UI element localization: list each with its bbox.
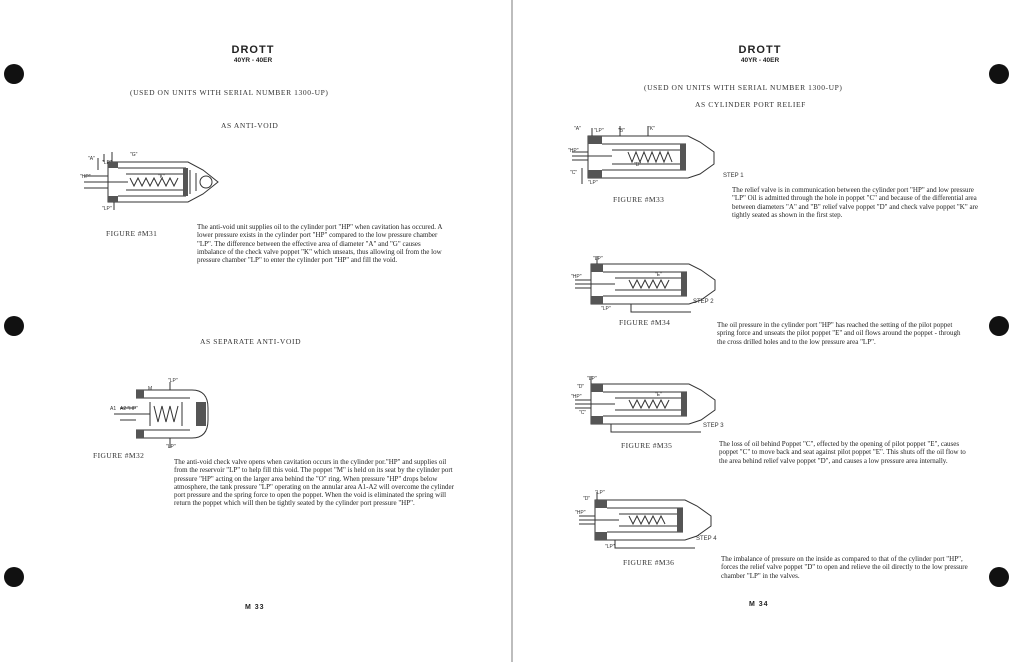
serial-note: (USED ON UNITS WITH SERIAL NUMBER 1300-UP) xyxy=(130,88,329,97)
svg-text:"C": "C" xyxy=(570,170,578,176)
figure-m32-label: FIGURE #M32 xyxy=(93,451,145,460)
figure-m32-diagram xyxy=(110,378,220,450)
figure-m33-step: STEP 1 xyxy=(723,173,744,179)
svg-text:"LP": "LP" xyxy=(588,180,598,186)
figure-m33-description: The relief valve is in communication between the cylinder port "HP" and low pressure "LP" Oil is admitted through the hole in poppet "C" and because of the differential area between diameters "A" and "B" relief valve poppet "D" and check valve poppet "K" are tightly seated as shown in the first step. xyxy=(732,186,978,219)
section-heading-anti-void: AS ANTI-VOID xyxy=(221,121,279,130)
svg-text:"B": "B" xyxy=(618,128,625,134)
figure-m33-diagram xyxy=(568,122,728,190)
figure-m34-step: STEP 2 xyxy=(693,299,714,305)
svg-text:"HP": "HP" xyxy=(575,510,586,516)
model-subtitle: 40YR - 40ER xyxy=(740,57,780,64)
svg-text:A1: A1 xyxy=(110,406,117,412)
binder-hole-bottom xyxy=(4,567,24,587)
svg-text:"HP": "HP" xyxy=(80,174,91,180)
brand-title: DROTT xyxy=(738,44,782,56)
figure-m36-step: STEP 4 xyxy=(696,536,717,542)
binder-hole-top xyxy=(989,64,1009,84)
svg-text:"LP": "LP" xyxy=(605,544,615,550)
section-heading-separate-anti-void: AS SEPARATE ANTI-VOID xyxy=(200,337,302,346)
svg-text:A2 "HP": A2 "HP" xyxy=(120,406,139,412)
svg-text:"K": "K" xyxy=(648,126,655,132)
svg-text:"E": "E" xyxy=(655,392,662,398)
figure-m35-description: The loss of oil behind Poppet "C", effected by the opening of pilot poppet "E", causes poppet "C" to move back and seat against pilot poppet "E". This shuts off the oil flow to the area behind relief valve poppet "D", and causes a low pressure area internally. xyxy=(719,440,966,465)
left-manual-page xyxy=(0,0,511,662)
figure-m31-description: The anti-void unit supplies oil to the cylinder port "HP" when cavitation has occured. A lower pressure exists in the cylinder port "HP" compared to the low pressure chamber "LP". The difference between the effective area of diameter "A" and "G" causes imbalance of the check valve poppet "K" which unseats, thus allowing oil from the low pressure chamber "LP" to enter the cylinder port "HP" and fill the void. xyxy=(197,223,443,265)
svg-text:"K": "K" xyxy=(158,174,165,180)
page-number: M 33 xyxy=(245,604,265,611)
page-number: M 34 xyxy=(749,601,769,608)
svg-text:"E": "E" xyxy=(655,272,662,278)
svg-text:"D": "D" xyxy=(634,162,642,168)
binder-hole-bottom xyxy=(989,567,1009,587)
brand-title: DROTT xyxy=(231,44,275,56)
svg-text:"LP": "LP" xyxy=(102,160,112,166)
svg-text:"LP": "LP" xyxy=(595,490,605,496)
svg-text:"LP": "LP" xyxy=(593,256,603,262)
svg-text:M: M xyxy=(148,386,153,392)
model-subtitle: 40YR - 40ER xyxy=(233,57,273,64)
section-heading-cylinder-port-relief: AS CYLINDER PORT RELIEF xyxy=(695,100,806,109)
right-manual-page xyxy=(513,0,1024,662)
svg-text:"D": "D" xyxy=(583,496,591,502)
svg-text:"G": "G" xyxy=(130,152,138,158)
figure-m34-description: The oil pressure in the cylinder port "HP" has reached the setting of the pilot poppet spring force and unseats the pilot poppet "E" and oil flows around the poppet - through the cross drilled holes and to the low pressure area "LP". xyxy=(717,321,961,346)
svg-text:"LP": "LP" xyxy=(102,206,112,212)
figure-m33-label: FIGURE #M33 xyxy=(613,195,665,204)
svg-text:"LP": "LP" xyxy=(168,378,178,384)
figure-m35-label: FIGURE #M35 xyxy=(621,441,673,450)
figure-m36-description: The imbalance of pressure on the inside as compared to that of the cylinder port "HP", forces the relief valve poppet "D" to open and relieve the oil directly to the low pressure chamber "LP" in the valves. xyxy=(721,555,968,580)
binder-hole-top xyxy=(4,64,24,84)
svg-text:"D": "D" xyxy=(577,384,585,390)
svg-text:"HP": "HP" xyxy=(571,394,582,400)
svg-text:"LP": "LP" xyxy=(166,444,176,450)
svg-text:"A": "A" xyxy=(88,156,95,162)
svg-text:"C": "C" xyxy=(579,410,587,416)
figure-m36-diagram xyxy=(575,490,725,552)
svg-text:"HP": "HP" xyxy=(568,148,579,154)
svg-text:"HP": "HP" xyxy=(571,274,582,280)
figure-m31-diagram xyxy=(78,148,228,216)
figure-m31-label: FIGURE #M31 xyxy=(106,229,158,238)
svg-text:"A": "A" xyxy=(574,126,581,132)
svg-text:"LP": "LP" xyxy=(594,128,604,134)
serial-note: (USED ON UNITS WITH SERIAL NUMBER 1300-UP) xyxy=(644,83,843,92)
binder-hole-middle xyxy=(4,316,24,336)
figure-m32-description: The anti-void check valve opens when cavitation occurs in the cylinder por."HP" and supplies oil from the reservoir "LP" to help fill this void. The poppet "M" is held on its seat by the cylinder port pressure "HP" acting on the larger area behind the "O" ring. When pressure "HP" drops below atmosphere, the tank pressure "LP" operating on the annular area A1-A2 will overcome the cylinder port pressure and the spring force to open the poppet. When the void is eliminated the spring will return the poppet which will then be tightly seated by the cylinder port pressure "HP". xyxy=(174,458,454,508)
figure-m34-diagram xyxy=(571,254,731,314)
svg-text:"LP": "LP" xyxy=(587,376,597,382)
figure-m36-label: FIGURE #M36 xyxy=(623,558,675,567)
svg-text:"LP": "LP" xyxy=(601,306,611,312)
figure-m35-step: STEP 3 xyxy=(703,423,724,429)
binder-hole-middle xyxy=(989,316,1009,336)
figure-m34-label: FIGURE #M34 xyxy=(619,318,671,327)
